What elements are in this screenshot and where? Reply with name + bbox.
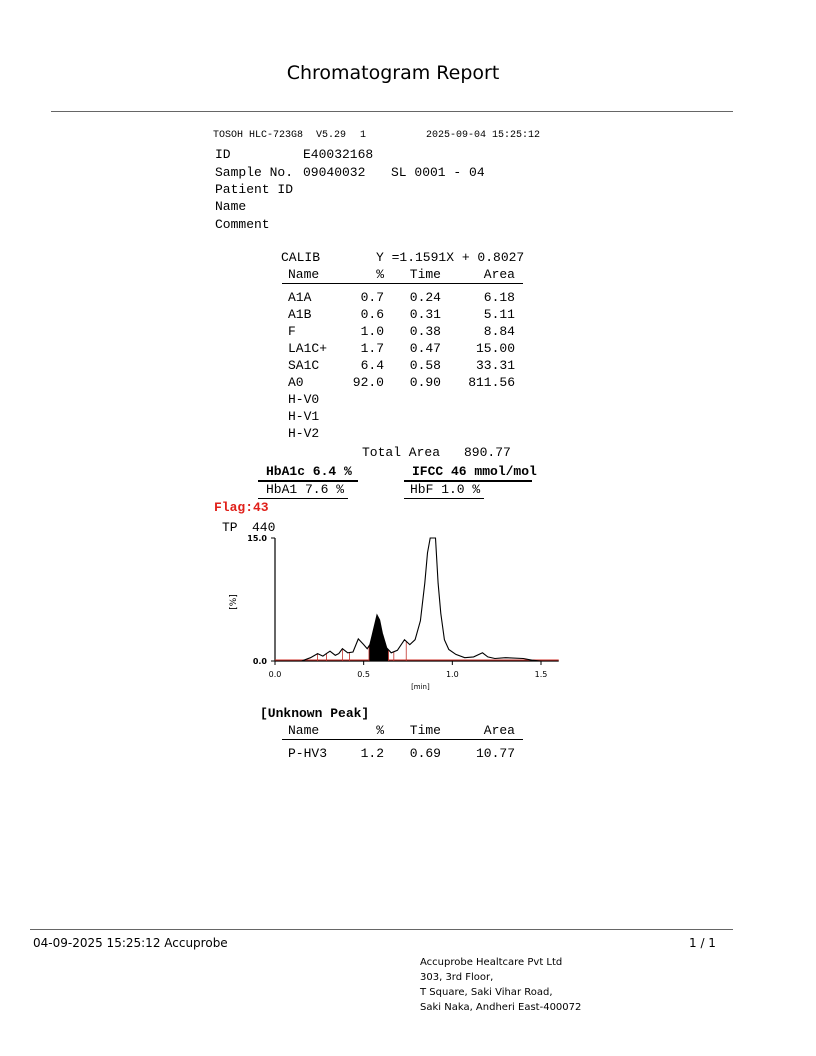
peak-table (282, 266, 523, 442)
chromatogram-line (275, 538, 541, 661)
peak-area: 6.18 (483, 290, 515, 305)
hbf-result: HbF 1.0 % (404, 481, 484, 499)
calib-equation: Y =1.1591X + 0.8027 (376, 250, 525, 265)
peak-name: H-V2 (288, 426, 320, 441)
tp-label: TP (222, 520, 238, 535)
company-address (420, 955, 581, 1015)
sample-value: 09040032 (303, 165, 366, 180)
peak-time: 0.38 (409, 324, 441, 339)
flag-indicator: Flag:43 (214, 500, 269, 515)
sample-label: Sample No. (215, 165, 294, 180)
x-tick-label: 0.0 (268, 670, 282, 679)
peak-name: A0 (288, 375, 304, 390)
col-area: Area (483, 267, 515, 282)
peak-pct: 1.2 (360, 746, 384, 761)
col-time: Time (409, 267, 441, 282)
unknown-peak-title: [Unknown Peak] (260, 706, 370, 721)
address-line: Accuprobe Healtcare Pvt Ltd (420, 957, 563, 968)
peak-pct (346, 408, 384, 425)
peak-pct: 92.0 (352, 375, 384, 390)
instrument-version: V5.29 (316, 130, 347, 141)
instrument-datetime: 2025-09-04 15:25:12 (426, 130, 541, 141)
peak-name: H-V1 (288, 409, 320, 424)
name-label: Name (215, 199, 247, 214)
footer-timestamp: 04-09-2025 15:25:12 Accuprobe (33, 936, 228, 950)
peak-name: A1B (288, 307, 312, 322)
peak-table-header (282, 266, 523, 284)
peak-time (384, 408, 441, 425)
y-tick-label: 15.0 (247, 534, 267, 543)
table-row (282, 745, 523, 762)
y-tick-label: 0.0 (252, 657, 267, 666)
peak-area (441, 425, 515, 442)
report-title: Chromatogram Report (286, 62, 500, 84)
peak-area: 5.11 (483, 307, 515, 322)
peak-pct (346, 425, 384, 442)
x-tick-label: 0.5 (357, 670, 371, 679)
peak-time (384, 391, 441, 408)
total-area-value: 890.77 (464, 445, 511, 460)
x-axis-label: [min] (411, 683, 430, 691)
peak-pct: 0.6 (360, 307, 384, 322)
tp-value: 440 (252, 520, 276, 535)
table-row (282, 289, 523, 306)
total-area-label: Total Area (362, 445, 441, 460)
instrument-channel: 1 (360, 130, 367, 141)
peak-time: 0.24 (409, 290, 441, 305)
peak-area: 15.00 (475, 341, 515, 356)
col-area: Area (483, 723, 515, 738)
peak-area (441, 408, 515, 425)
table-row (282, 391, 523, 408)
peak-name: LA1C+ (288, 341, 328, 356)
x-tick-label: 1.0 (445, 670, 459, 679)
comment-label: Comment (215, 217, 270, 232)
table-row (282, 408, 523, 425)
table-row (282, 357, 523, 374)
address-line: 303, 3rd Floor, (420, 972, 494, 983)
peak-name: SA1C (288, 358, 320, 373)
col-time: Time (409, 723, 441, 738)
peak-area: 811.56 (468, 375, 515, 390)
peak-pct: 6.4 (360, 358, 384, 373)
col-name: Name (288, 267, 320, 282)
id-label: ID (215, 147, 231, 162)
peak-pct: 1.0 (360, 324, 384, 339)
sample-slot: SL 0001 - 04 (391, 165, 485, 180)
address-line: Saki Naka, Andheri East-400072 (420, 1002, 582, 1013)
header-divider (51, 111, 733, 112)
col-pct: % (376, 723, 384, 738)
peak-time: 0.58 (409, 358, 441, 373)
peak-pct: 1.7 (360, 341, 384, 356)
x-tick-label: 1.5 (534, 670, 548, 679)
hba1c-result: HbA1c 6.4 % (258, 463, 358, 482)
unknown-peak-table (282, 722, 523, 762)
peak-name: A1A (288, 290, 312, 305)
instrument-model: TOSOH HLC-723G8 (213, 130, 304, 141)
peak-time: 0.90 (409, 375, 441, 390)
address-line: T Square, Saki Vihar Road, (420, 987, 553, 998)
peak-pct (346, 391, 384, 408)
peak-fill-sa1c (369, 615, 389, 661)
peak-time: 0.69 (409, 746, 441, 761)
ifcc-result: IFCC 46 mmol/mol (404, 463, 532, 482)
col-pct: % (376, 267, 384, 282)
table-row (282, 306, 523, 323)
table-row (282, 374, 523, 391)
table-row (282, 323, 523, 340)
peak-area: 33.31 (475, 358, 515, 373)
peak-time: 0.47 (409, 341, 441, 356)
peak-area (441, 391, 515, 408)
y-axis-label: [%] (229, 594, 239, 610)
col-name: Name (288, 723, 320, 738)
peak-time: 0.31 (409, 307, 441, 322)
peak-name: F (288, 324, 296, 339)
peak-time (384, 425, 441, 442)
peak-area: 10.77 (475, 746, 515, 761)
peak-name: H-V0 (288, 392, 320, 407)
table-row (282, 340, 523, 357)
patient-id-label: Patient ID (215, 182, 294, 197)
peak-pct: 0.7 (360, 290, 384, 305)
id-value: E40032168 (303, 147, 374, 162)
peak-area: 8.84 (483, 324, 515, 339)
footer-divider (30, 929, 733, 930)
page-number: 1 / 1 (689, 936, 716, 950)
peak-name: P-HV3 (288, 746, 328, 761)
table-row (282, 425, 523, 442)
unknown-table-header (282, 722, 523, 740)
hba1-result: HbA1 7.6 % (258, 481, 348, 499)
calib-label: CALIB (281, 250, 321, 265)
